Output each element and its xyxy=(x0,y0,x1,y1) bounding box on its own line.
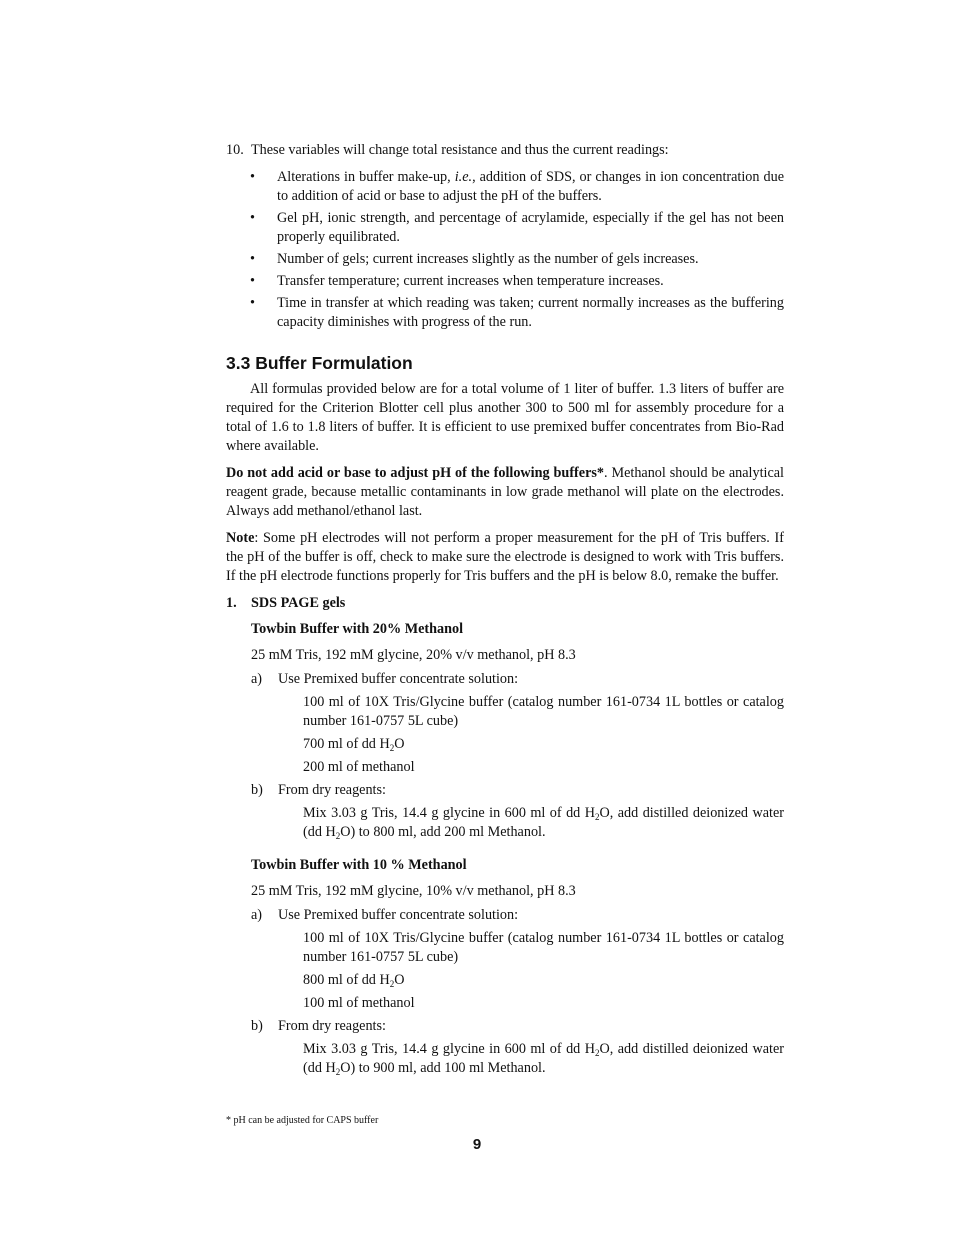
page-number: 9 xyxy=(472,1136,482,1153)
page-body xyxy=(226,141,784,1082)
buffer-title: Towbin Buffer with 10 % Methanol xyxy=(251,857,467,873)
intro-paragraph: All formulas provided below are for a total volume of 1 liter of buffer. 1.3 liters of buffer are required for the Criterion Blotter cell plus another 300 to 500 ml for assembly procedure for a total of 1.6 to 1.8 liters of buffer. It is efficient to use premixed buffer concentrates from Bio-Rad where available. xyxy=(226,381,784,454)
footnote: * pH can be adjusted for CAPS buffer xyxy=(226,1115,379,1126)
step-a: a) Use Premixed buffer concentrate solution: xyxy=(251,907,519,923)
list-item: • Time in transfer at which reading was taken; current normally increases as the buffering capacity diminishes with progress of the run. xyxy=(250,295,784,330)
list-heading: 1. SDS PAGE gels xyxy=(226,595,346,611)
list-item: • Transfer temperature; current increases when temperature increases. xyxy=(250,273,664,289)
item-10 xyxy=(226,141,784,160)
buffer-composition: 25 mM Tris, 192 mM glycine, 10% v/v methanol, pH 8.3 xyxy=(251,883,576,899)
concentrate-line: 100 ml of 10X Tris/Glycine buffer (catalog number 161-0734 1L bottles or catalog number 161-0757 5L cube) xyxy=(303,694,784,729)
dry-reagents-line: Mix 3.03 g Tris, 14.4 g glycine in 600 ml of dd $H_2O$, add distilled deionized water (dd $H_2O$) to 800 ml, add 200 ml Methanol. xyxy=(303,805,784,841)
buffer-block-10 xyxy=(251,856,784,1078)
list-item: • Alterations in buffer make-up, i.e., addition of SDS, or changes in ion concentration due to addition of acid or base to adjust the pH of the buffers. xyxy=(250,169,784,204)
section-heading: 3.3 Buffer Formulation xyxy=(226,353,413,373)
warning-paragraph: Do not add acid or base to adjust pH of the following buffers*. Methanol should be analytical reagent grade, because metallic contaminants in low grade methanol will plate on the electrodes. Always add methanol/ethanol last. xyxy=(226,465,784,519)
buffer-composition: 25 mM Tris, 192 mM glycine, 20% v/v methanol, pH 8.3 xyxy=(251,647,576,663)
variables-list xyxy=(250,168,784,332)
item-number: 10. xyxy=(226,142,244,158)
item-text: These variables will change total resistance and thus the current readings: xyxy=(251,142,669,158)
list-item: • Gel pH, ionic strength, and percentage of acrylamide, especially if the gel has not been properly equilibrated. xyxy=(250,210,784,245)
concentrate-line: 100 ml of 10X Tris/Glycine buffer (catalog number 161-0734 1L bottles or catalog number 161-0757 5L cube) xyxy=(303,930,784,965)
water-line: 800 ml of dd $H_2O$ xyxy=(303,972,405,989)
step-b: b) From dry reagents: xyxy=(251,1018,386,1034)
note-paragraph: Note: Some pH electrodes will not perform a proper measurement for the pH of Tris buffers. If the pH of the buffer is off, check to make sure the electrode is designed to work with Tris buffers. If the pH electrode functions properly for Tris buffers and the pH is below 8.0, remake the buffer. xyxy=(226,530,784,584)
step-a: a) Use Premixed buffer concentrate solution: xyxy=(251,671,519,687)
buffer-block-20 xyxy=(251,620,784,842)
methanol-line: 100 ml of methanol xyxy=(303,995,415,1011)
buffer-title: Towbin Buffer with 20% Methanol xyxy=(251,621,464,637)
dry-reagents-line: Mix 3.03 g Tris, 14.4 g glycine in 600 ml of dd $H_2O$, add distilled deionized water (dd $H_2O$) to 900 ml, add 100 ml Methanol. xyxy=(303,1041,784,1077)
water-line: 700 ml of dd $H_2O$ xyxy=(303,736,405,753)
list-item: • Number of gels; current increases slightly as the number of gels increases. xyxy=(250,251,699,267)
step-b: b) From dry reagents: xyxy=(251,782,386,798)
methanol-line: 200 ml of methanol xyxy=(303,759,415,775)
